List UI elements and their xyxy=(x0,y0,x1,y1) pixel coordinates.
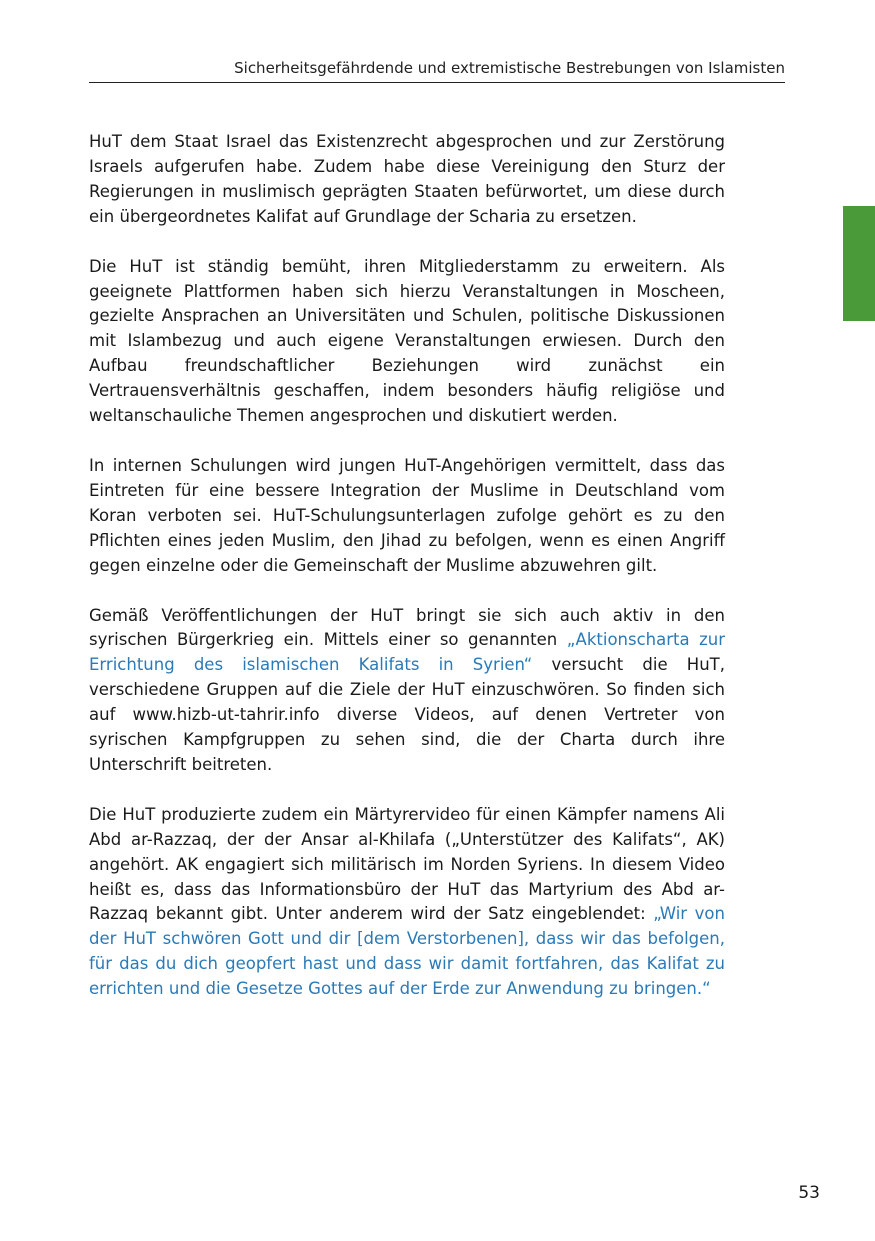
paragraph-1: HuT dem Staat Israel das Existenzrecht abgesprochen und zur Zerstörung Israels aufgerufen habe. Zudem habe diese Vereinigung den Sturz der Regierungen in muslimisch geprägten Staaten befürwortet, um diese durch ein übergeordnetes Kalifat auf Grundlage der Scharia zu ersetzen. xyxy=(89,132,725,226)
paragraph-4-text-end: versucht die HuT, verschiedene Gruppen auf die Ziele der HuT einzuschwören. So finden sich auf www.hizb-ut-tahrir.info diverse Videos, auf denen Vertreter von syrischen Kampfgruppen zu sehen sind, die der Charta durch ihre Unterschrift beitreten. xyxy=(89,655,725,774)
paragraph-4 xyxy=(89,604,725,778)
paragraph-5-text: Die HuT produzierte zudem ein Märtyrervideo für einen Kämpfer namens Ali Abd ar-Razzaq, der der Ansar al-Khilafa („Unterstützer des Kalifats“, AK) angehört. AK engagiert sich militärisch im Norden Syriens. In diesem Video heißt es, dass das Informationsbüro der HuT das Martyrium des Abd ar-Razzaq bekannt gibt. Unter anderem wird der Satz eingeblendet: xyxy=(89,804,725,924)
paragraph-2: Die HuT ist ständig bemüht, ihren Mitgliederstamm zu erweitern. Als geeignete Plattformen haben sich hierzu Veranstaltungen in Moscheen, gezielte Ansprachen an Universitäten und Schulen, politische Diskussionen mit Islambezug und auch eigene Veranstaltungen erwiesen. Durch den Aufbau freundschaftlicher Beziehungen wird zunächst ein Vertrauensverhältnis geschaffen, indem besonders häufig religiöse und weltanschauliche Themen angesprochen und diskutiert werden. xyxy=(89,256,725,426)
video-statement-quote: „Wir von der HuT schwören Gott und dir [dem Verstorbenen], dass wir das befolgen, für das du dich geopfert hast und dass wir damit fortfahren, das Kalifat zu errichten und die Gesetze Gottes auf der Erde zur Anwendung zu bringen.“ xyxy=(89,904,725,999)
body-text xyxy=(89,130,725,1027)
paragraph-5 xyxy=(89,803,725,1002)
running-header-title: Sicherheitsgefährdende und extremistische Bestrebungen von Islamisten xyxy=(234,59,785,77)
page-number: 53 xyxy=(798,1183,820,1203)
chapter-tab-marker xyxy=(843,206,875,321)
running-header xyxy=(89,58,785,83)
paragraph-3: In internen Schulungen wird jungen HuT-Angehörigen vermittelt, dass das Eintreten für eine bessere Integration der Muslime in Deutschland vom Koran verboten sei. HuT-Schulungsunterlagen zufolge gehört es zu den Pflichten eines jeden Muslim, den Jihad zu befolgen, wenn es einen Angriff gegen einzelne oder die Gemeinschaft der Muslime abzuwehren gilt. xyxy=(89,455,725,575)
aktionscharta-quote: „Aktionscharta zur Errichtung des islamischen Kalifats in Syrien“ xyxy=(89,630,725,675)
paragraph-4-text-start: Gemäß Veröffentlichungen der HuT bringt sie sich auch aktiv in den syrischen Bürgerkrieg ein. Mittels einer so genannten xyxy=(89,605,725,650)
